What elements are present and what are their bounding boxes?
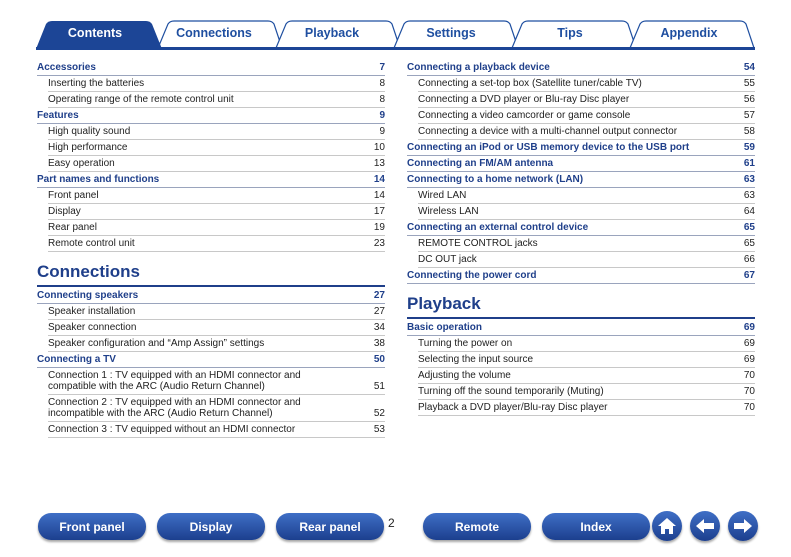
- toc-entry-title: Connecting the power cord: [407, 269, 537, 281]
- toc-entry-row[interactable]: [418, 352, 755, 368]
- toc-page-number: 50: [373, 353, 385, 365]
- toc-entry-title: Connecting a TV: [37, 353, 116, 365]
- toc-page-number: 57: [743, 109, 755, 121]
- toc-page-number: 70: [743, 369, 755, 381]
- toc-entry-row[interactable]: [418, 400, 755, 416]
- toc-page-number: 14: [373, 173, 385, 185]
- toc-heading-row[interactable]: [407, 320, 755, 336]
- toc-entry-title: Accessories: [37, 61, 96, 73]
- toc-entry-title: Operating range of the remote control unit: [48, 93, 234, 105]
- toc-entry-title: REMOTE CONTROL jacks: [418, 237, 538, 249]
- toc-entry-title: Connecting a device with a multi-channel output connector: [418, 125, 678, 137]
- toc-entry-title-line2: incompatible with the ARC (Audio Return Channel): [48, 408, 273, 419]
- toc-entry-row[interactable]: [48, 236, 385, 252]
- section-title-playback: Playback: [407, 294, 755, 319]
- section-title-connections: Connections: [37, 262, 385, 287]
- toc-page-number: 52: [373, 408, 385, 419]
- toc-entry-row[interactable]: [48, 320, 385, 336]
- toc-entry-title-line2: compatible with the ARC (Audio Return Channel): [48, 381, 265, 392]
- toc-page-number: 13: [373, 157, 385, 169]
- tab-appendix[interactable]: Appendix: [660, 26, 718, 40]
- toc-entry-title: Remote control unit: [48, 237, 135, 249]
- tab-contents[interactable]: Contents: [67, 26, 123, 40]
- toc-page-number: 14: [373, 189, 385, 201]
- toc-entry-title: [48, 397, 301, 420]
- remote-button[interactable]: Remote: [423, 513, 531, 540]
- toc-entry-row[interactable]: [48, 76, 385, 92]
- toc-heading-row[interactable]: [407, 156, 755, 172]
- toc-heading-row[interactable]: [37, 172, 385, 188]
- tab-bar: [0, 0, 791, 52]
- page-number: 2: [388, 516, 395, 530]
- toc-entry-row[interactable]: [418, 92, 755, 108]
- toc-entry-row[interactable]: [418, 368, 755, 384]
- toc-heading-row[interactable]: [37, 352, 385, 368]
- toc-entry-title: Playback a DVD player/Blu-ray Disc player: [418, 401, 608, 413]
- toc-page-number: 67: [743, 269, 755, 281]
- toc-entry-title: Connecting to a home network (LAN): [407, 173, 584, 185]
- toc-entry-row[interactable]: [418, 252, 755, 268]
- forward-button[interactable]: [728, 511, 758, 541]
- toc-entry-row[interactable]: [48, 124, 385, 140]
- toc-entry-row[interactable]: [418, 336, 755, 352]
- toc-entry-row[interactable]: [48, 92, 385, 108]
- toc-entry-row[interactable]: [418, 124, 755, 140]
- toc-heading-row[interactable]: [37, 108, 385, 124]
- toc-entry-title: High quality sound: [48, 125, 131, 137]
- toc-page-number: 9: [379, 109, 385, 121]
- toc-entry-title: Turning the power on: [418, 337, 513, 349]
- toc-left-column: [37, 60, 385, 438]
- toc-entry-title: Connecting an iPod or USB memory device to the USB port: [407, 141, 690, 153]
- toc-entry-title: Connecting an external control device: [407, 221, 589, 233]
- toc-page-number: 34: [373, 321, 385, 333]
- toc-entry-row[interactable]: [48, 368, 385, 395]
- toc-entry-title: Connecting an FM/AM antenna: [407, 157, 554, 169]
- toc-page-number: 69: [743, 321, 755, 333]
- toc-entry-title: Easy operation: [48, 157, 115, 169]
- toc-entry-title: Part names and functions: [37, 173, 160, 185]
- toc-page-number: 61: [743, 157, 755, 169]
- toc-entry-title: Features: [37, 109, 79, 121]
- toc-page-number: 63: [743, 173, 755, 185]
- toc-page-number: 66: [743, 253, 755, 265]
- index-button[interactable]: Index: [542, 513, 650, 540]
- toc-entry-title: Connecting a video camcorder or game console: [418, 109, 631, 121]
- toc-page-number: 27: [373, 305, 385, 317]
- rear-panel-button[interactable]: Rear panel: [276, 513, 384, 540]
- toc-entry-title: Wired LAN: [418, 189, 467, 201]
- toc-entry-row[interactable]: [418, 236, 755, 252]
- toc-entry-row[interactable]: [48, 304, 385, 320]
- toc-group-introduction: [37, 60, 385, 252]
- toc-heading-row[interactable]: [37, 60, 385, 76]
- toc-page-number: 9: [379, 125, 385, 137]
- toc-page-number: 65: [743, 237, 755, 249]
- toc-page-number: 59: [743, 141, 755, 153]
- toc-entry-title: [48, 370, 301, 393]
- toc-entry-title: Connecting a playback device: [407, 61, 550, 73]
- toc-entry-title: Turning off the sound temporarily (Muting): [418, 385, 604, 397]
- toc-entry-title: High performance: [48, 141, 128, 153]
- toc-page-number: 70: [743, 401, 755, 413]
- toc-entry-row[interactable]: [48, 188, 385, 204]
- toc-page-number: 54: [743, 61, 755, 73]
- toc-entry-title: DC OUT jack: [418, 253, 477, 265]
- toc-entry-title: Connecting a DVD player or Blu-ray Disc player: [418, 93, 630, 105]
- toc-entry-row[interactable]: [48, 156, 385, 172]
- display-button[interactable]: Display: [157, 513, 265, 540]
- toc-page-number: 51: [373, 381, 385, 392]
- toc-page-number: 65: [743, 221, 755, 233]
- toc-entry-title: Front panel: [48, 189, 99, 201]
- toc-entry-title: Speaker configuration and “Amp Assign” settings: [48, 337, 265, 349]
- toc-page-number: 53: [373, 423, 385, 435]
- toc-page-number: 70: [743, 385, 755, 397]
- toc-page-number: 10: [373, 141, 385, 153]
- toc-page-number: 55: [743, 77, 755, 89]
- toc-page-number: 64: [743, 205, 755, 217]
- toc-heading-row[interactable]: [407, 172, 755, 188]
- toc-entry-row[interactable]: [48, 204, 385, 220]
- toc-entry-title: Wireless LAN: [418, 205, 479, 217]
- toc-page-number: 63: [743, 189, 755, 201]
- tab-playback[interactable]: Playback: [304, 26, 360, 40]
- toc-entry-title: Connection 3 : TV equipped without an HDMI connector: [48, 423, 296, 435]
- toc-entry-row[interactable]: [418, 108, 755, 124]
- toc-heading-row[interactable]: [407, 140, 755, 156]
- toc-entry-row[interactable]: [48, 336, 385, 352]
- toc-entry-row[interactable]: [418, 204, 755, 220]
- toc-entry-title-line1: Connection 2 : TV equipped with an HDMI connector and: [48, 396, 301, 408]
- toc-entry-row[interactable]: [48, 220, 385, 236]
- toc-entry-title: Speaker installation: [48, 305, 136, 317]
- toc-entry-row[interactable]: [48, 140, 385, 156]
- tab-settings[interactable]: Settings: [426, 26, 476, 40]
- toc-page-number: 58: [743, 125, 755, 137]
- toc-entry-row[interactable]: [48, 422, 385, 438]
- tab-connections[interactable]: Connections: [176, 26, 252, 40]
- back-arrow-icon: [695, 518, 715, 534]
- toc-entry-title-line1: Connection 1 : TV equipped with an HDMI connector and: [48, 369, 301, 381]
- toc-page-number: 19: [373, 221, 385, 233]
- front-panel-button[interactable]: Front panel: [38, 513, 146, 540]
- toc-page-number: 38: [373, 337, 385, 349]
- home-button[interactable]: [652, 511, 682, 541]
- tab-tips[interactable]: Tips: [557, 26, 583, 40]
- toc-entry-title: Connecting a set-top box (Satellite tuner/cable TV): [418, 77, 642, 89]
- toc-page-number: 56: [743, 93, 755, 105]
- forward-arrow-icon: [733, 518, 753, 534]
- toc-right-column: [407, 60, 755, 416]
- toc-entry-title: Adjusting the volume: [418, 369, 511, 381]
- toc-page-number: 69: [743, 337, 755, 349]
- toc-group-playback: [407, 320, 755, 416]
- toc-page-number: 7: [379, 61, 385, 73]
- toc-heading-row[interactable]: [407, 268, 755, 284]
- toc-group-connections-continued: [407, 60, 755, 284]
- toc-entry-title: Rear panel: [48, 221, 97, 233]
- toc-page-number: 8: [379, 77, 385, 89]
- back-button[interactable]: [690, 511, 720, 541]
- toc-page-number: 17: [373, 205, 385, 217]
- toc-page-number: 23: [373, 237, 385, 249]
- toc-entry-row[interactable]: [48, 395, 385, 422]
- toc-group-connections: [37, 288, 385, 438]
- toc-entry-title: Connecting speakers: [37, 289, 139, 301]
- toc-entry-title: Basic operation: [407, 321, 483, 333]
- toc-entry-title: Inserting the batteries: [48, 77, 145, 89]
- home-icon: [657, 517, 677, 535]
- toc-heading-row[interactable]: [407, 220, 755, 236]
- toc-entry-row[interactable]: [418, 384, 755, 400]
- toc-entry-title: Display: [48, 205, 81, 217]
- toc-entry-title: Selecting the input source: [418, 353, 534, 365]
- toc-heading-row[interactable]: [407, 60, 755, 76]
- toc-entry-row[interactable]: [418, 188, 755, 204]
- toc-page-number: 69: [743, 353, 755, 365]
- toc-entry-title: Speaker connection: [48, 321, 137, 333]
- toc-page-number: 8: [379, 93, 385, 105]
- toc-page-number: 27: [373, 289, 385, 301]
- toc-entry-row[interactable]: [418, 76, 755, 92]
- toc-heading-row[interactable]: [37, 288, 385, 304]
